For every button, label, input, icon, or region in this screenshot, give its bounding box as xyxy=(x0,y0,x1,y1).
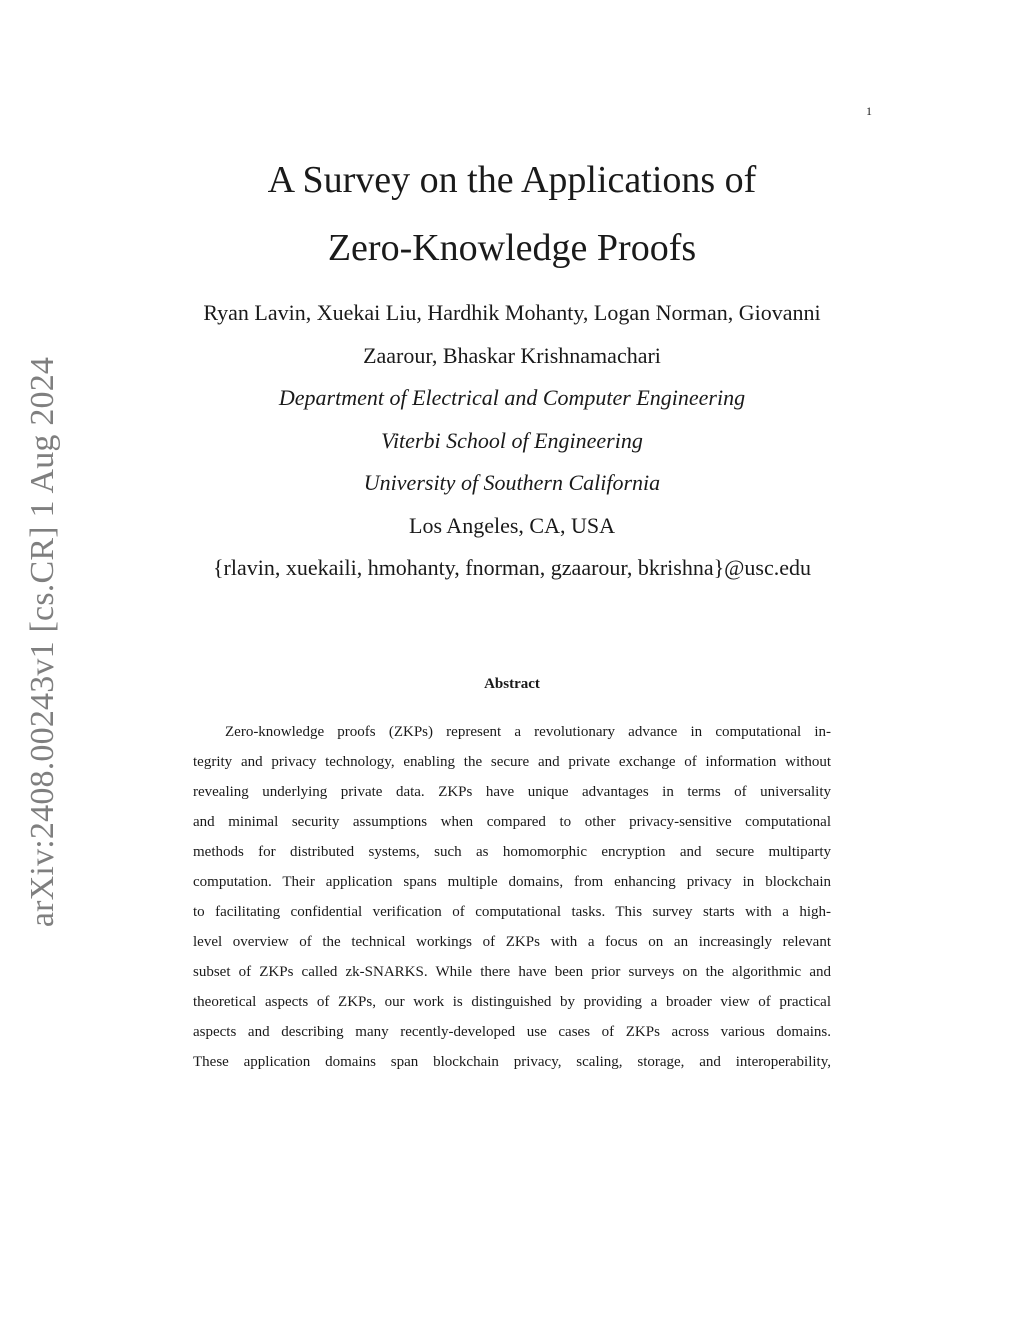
page-number: 1 xyxy=(866,104,872,118)
abstract-line: to facilitating confidential verification of computational tasks. This survey starts with a high- xyxy=(193,904,831,920)
abstract-line: Zero-knowledge proofs (ZKPs) represent a revolutionary advance in computational in- xyxy=(225,724,831,740)
university: University of Southern California xyxy=(363,470,661,495)
abstract-heading: Abstract xyxy=(484,676,540,692)
abstract-line: revealing underlying private data. ZKPs have unique advantages in terms of universality xyxy=(193,784,831,800)
abstract-line: level overview of the technical workings of ZKPs with a focus on an increasingly relevant xyxy=(193,934,831,950)
author-block xyxy=(150,292,874,590)
paper-title xyxy=(0,146,1024,282)
abstract-line: methods for distributed systems, such as homomorphic encryption and secure multiparty xyxy=(193,844,831,860)
abstract-line: computation. Their application spans multiple domains, from enhancing privacy in blockchain xyxy=(193,874,831,890)
arxiv-identifier-stamp: arXiv:2408.00243v1 [cs.CR] 1 Aug 2024 xyxy=(24,356,61,928)
school: Viterbi School of Engineering xyxy=(381,427,643,453)
author-names-line-1: Ryan Lavin, Xuekai Liu, Hardhik Mohanty, Logan Norman, Giovanni xyxy=(203,300,821,325)
abstract-body xyxy=(193,717,831,1077)
department: Department of Electrical and Computer Engineering xyxy=(278,385,746,410)
abstract-line: aspects and describing many recently-developed use cases of ZKPs across various domains. xyxy=(193,1024,831,1040)
author-emails: {rlavin, xuekaili, hmohanty, fnorman, gzaarour, bkrishna}@usc.edu xyxy=(212,555,812,580)
title-line-2: Zero-Knowledge Proofs xyxy=(327,227,697,269)
abstract-line: subset of ZKPs called zk-SNARKS. While there have been prior surveys on the algorithmic and xyxy=(193,964,831,980)
location: Los Angeles, CA, USA xyxy=(409,512,615,538)
author-names-line-2: Zaarour, Bhaskar Krishnamachari xyxy=(363,342,661,368)
abstract-line: tegrity and privacy technology, enabling the secure and private exchange of information without xyxy=(193,754,831,770)
abstract-line: and minimal security assumptions when compared to other privacy-sensitive computational xyxy=(193,814,831,830)
title-line-1: A Survey on the Applications of xyxy=(267,159,757,201)
abstract-line: These application domains span blockchain privacy, scaling, storage, and interoperability, xyxy=(193,1054,831,1070)
abstract-line: theoretical aspects of ZKPs, our work is distinguished by providing a broader view of practical xyxy=(193,994,831,1010)
